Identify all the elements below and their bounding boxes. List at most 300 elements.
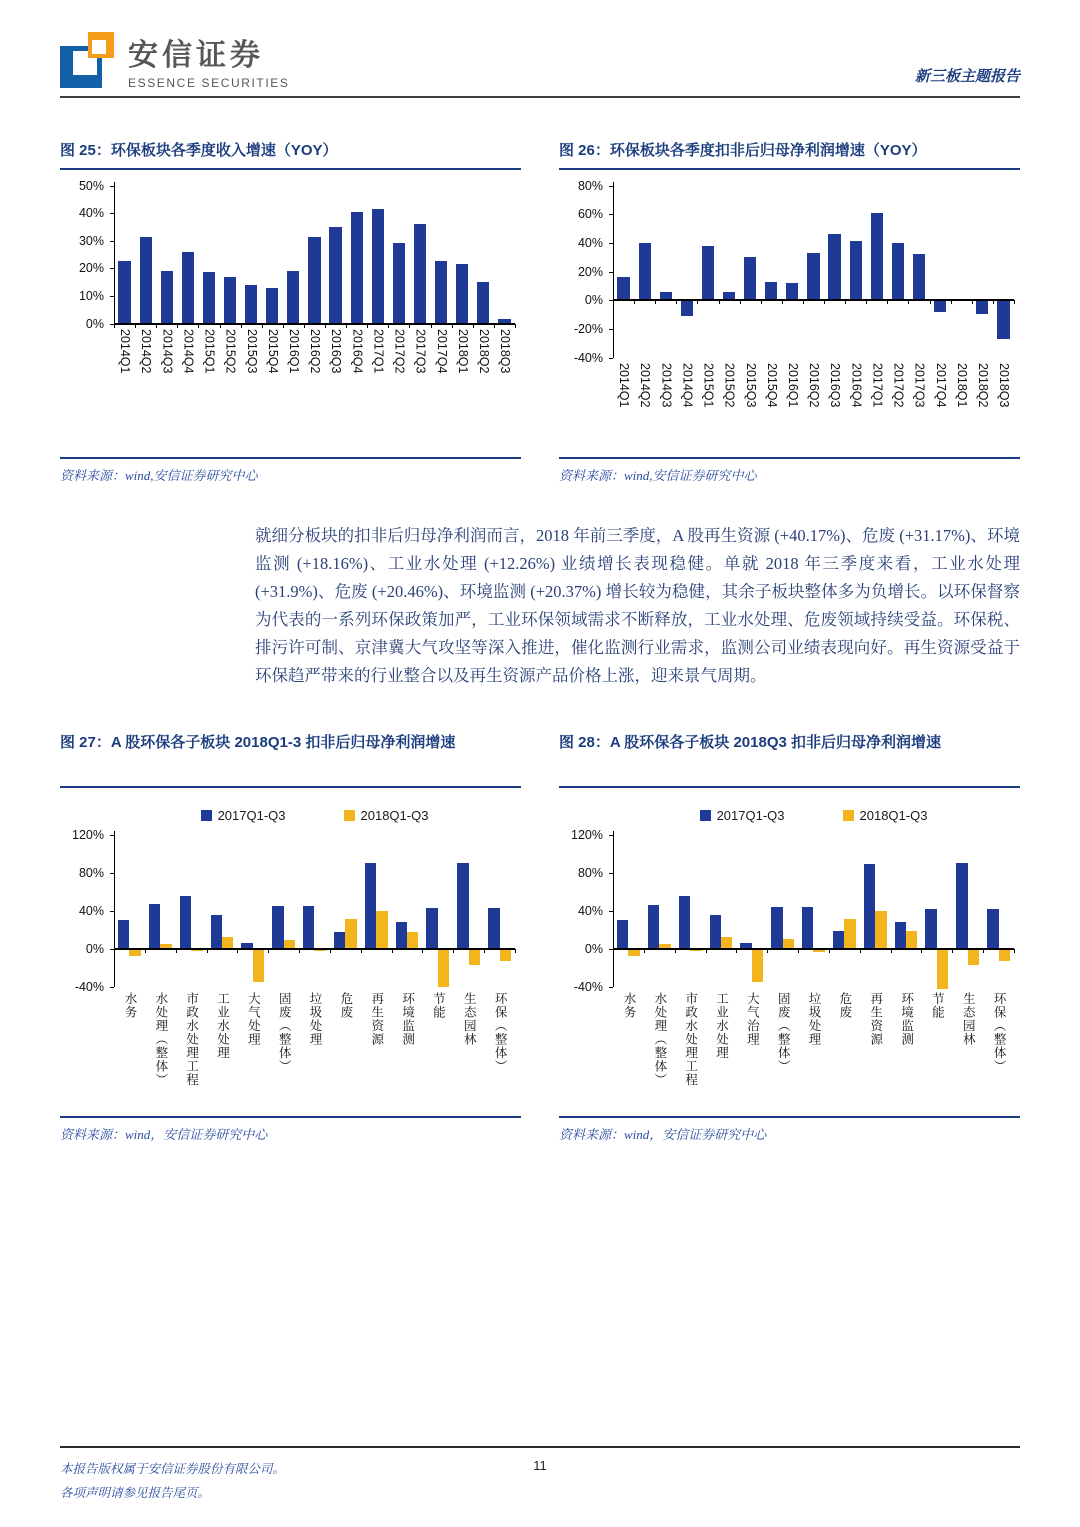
bar	[140, 237, 152, 324]
x-tick-label	[431, 329, 452, 421]
legend-swatch-icon	[344, 810, 355, 821]
x-tick-mark	[824, 300, 825, 304]
bar-group	[198, 186, 219, 324]
x-tick-label-text: 工业水处理	[714, 991, 729, 1060]
bar-group	[220, 186, 241, 324]
x-tick-mark	[145, 949, 146, 953]
bar-group	[237, 835, 268, 987]
x-tick-mark	[361, 949, 362, 953]
x-tick-label	[909, 363, 930, 455]
x-tick-label	[675, 992, 706, 1114]
bar	[426, 908, 437, 949]
bar-group	[207, 835, 238, 987]
figure-28-source: 资料来源：wind，安信证券研究中心	[559, 1116, 1020, 1143]
x-tick-mark	[1014, 949, 1015, 953]
y-tick-label: 120%	[571, 827, 603, 842]
bar	[345, 919, 356, 948]
x-tick-mark	[494, 324, 495, 328]
bar	[976, 300, 988, 314]
bar-group	[697, 186, 718, 358]
y-axis-labels	[62, 827, 114, 994]
x-tick-mark	[114, 949, 115, 953]
x-tick-mark	[866, 300, 867, 304]
y-tick-label: 120%	[72, 827, 104, 842]
x-tick-label-text: 节能	[431, 991, 446, 1019]
bar	[308, 237, 320, 324]
bar-group	[346, 186, 367, 324]
x-tick-label-text: 2015Q1	[701, 362, 716, 407]
plot-row	[62, 178, 515, 331]
x-tick-label	[761, 363, 782, 455]
x-tick-label-text: 2014Q1	[617, 362, 632, 407]
page-header	[60, 0, 1020, 98]
bar-groups	[613, 835, 1014, 987]
bar	[488, 908, 499, 949]
bar-group	[484, 835, 515, 987]
bar	[129, 949, 140, 957]
x-tick-label	[767, 992, 798, 1114]
bar-group	[473, 186, 494, 324]
figure-25-chart	[60, 170, 521, 423]
bar-group	[782, 186, 803, 358]
figure-row-2	[60, 732, 1020, 1143]
x-tick-label	[388, 329, 409, 421]
bar	[287, 271, 299, 323]
x-tick-mark	[908, 300, 909, 304]
bar	[987, 909, 998, 949]
y-tick-label: 80%	[78, 865, 104, 880]
bar	[752, 949, 763, 982]
x-tick-label	[494, 329, 515, 421]
bar	[149, 904, 160, 949]
x-tick-label-text: 环保（整体）	[992, 991, 1007, 1073]
x-tick-mark	[675, 949, 676, 953]
x-tick-mark	[613, 949, 614, 953]
x-tick-label	[330, 992, 361, 1114]
y-tick-label: 0%	[584, 293, 603, 308]
y-tick-mark	[609, 358, 613, 359]
bar-group	[706, 835, 737, 987]
x-tick-mark	[135, 324, 136, 328]
bar	[245, 285, 257, 324]
x-tick-label	[484, 992, 515, 1114]
x-tick-label-text: 2018Q1	[954, 362, 969, 407]
x-tick-mark	[367, 324, 368, 328]
x-tick-label	[114, 329, 135, 421]
y-tick-label: 60%	[577, 207, 603, 222]
x-tick-label-text: 水务	[122, 991, 137, 1019]
x-tick-mark	[409, 324, 410, 328]
bar-group	[268, 835, 299, 987]
bar-group	[675, 835, 706, 987]
bar	[771, 907, 782, 949]
y-tick-label: 80%	[577, 178, 603, 193]
x-tick-label	[452, 329, 473, 421]
chart-legend	[613, 804, 1014, 835]
x-tick-label-text: 2018Q3	[997, 362, 1012, 407]
x-tick-label-text: 2016Q2	[308, 328, 323, 373]
x-tick-label-text: 2016Q4	[350, 328, 365, 373]
bar-group	[887, 186, 908, 358]
x-tick-mark	[740, 300, 741, 304]
bar-group	[494, 186, 515, 324]
page-number: 11	[533, 1458, 547, 1473]
x-tick-mark	[392, 949, 393, 953]
page-content	[60, 0, 1020, 1143]
bar	[500, 949, 511, 961]
y-tick-label: -20%	[573, 321, 603, 336]
x-axis-labels	[613, 992, 1014, 1114]
plot-area	[114, 186, 515, 324]
bar-groups	[613, 186, 1014, 358]
x-tick-mark	[993, 300, 994, 304]
x-axis-line	[114, 948, 515, 950]
x-tick-label	[983, 992, 1014, 1114]
bar	[266, 288, 278, 324]
x-tick-mark	[346, 324, 347, 328]
figure-27-chart	[60, 788, 521, 1116]
x-tick-label	[114, 992, 145, 1114]
figure-28	[559, 732, 1020, 1143]
bar-group	[983, 835, 1014, 987]
bar-group	[798, 835, 829, 987]
x-tick-label-text: 2014Q1	[118, 328, 133, 373]
x-tick-label	[325, 329, 346, 421]
bar	[934, 300, 946, 311]
bar	[253, 949, 264, 982]
x-tick-label	[177, 329, 198, 421]
y-tick-label: 40%	[78, 903, 104, 918]
x-tick-label	[198, 329, 219, 421]
bar-group	[135, 186, 156, 324]
bar	[456, 264, 468, 323]
bar	[365, 863, 376, 949]
x-tick-mark	[453, 949, 454, 953]
bar	[833, 931, 844, 949]
x-tick-label-text: 2015Q3	[743, 362, 758, 407]
bar-group	[930, 186, 951, 358]
x-tick-label-text: 水务	[621, 991, 636, 1019]
figure-27-source: 资料来源：wind，安信证券研究中心	[60, 1116, 521, 1143]
x-tick-mark	[299, 949, 300, 953]
x-tick-mark	[484, 949, 485, 953]
x-tick-label	[921, 992, 952, 1114]
report-type-label: 新三板主题报告	[914, 69, 1020, 85]
x-tick-mark	[634, 300, 635, 304]
legend-swatch-icon	[700, 810, 711, 821]
x-tick-label	[697, 363, 718, 455]
chart-legend	[114, 804, 515, 835]
x-tick-label	[241, 329, 262, 421]
bar-group	[299, 835, 330, 987]
bar	[414, 224, 426, 323]
x-tick-label-text: 2018Q3	[498, 328, 513, 373]
bar-group	[145, 835, 176, 987]
x-axis-labels	[114, 329, 515, 421]
bar-group	[325, 186, 346, 324]
x-tick-mark	[829, 949, 830, 953]
x-tick-label	[304, 329, 325, 421]
x-tick-label	[262, 329, 283, 421]
x-tick-mark	[177, 324, 178, 328]
brand-text	[128, 30, 290, 90]
x-tick-label-text: 再生资源	[868, 991, 883, 1046]
bar	[161, 271, 173, 323]
bar	[435, 261, 447, 323]
x-tick-label-text: 2017Q3	[413, 328, 428, 373]
x-tick-label-text: 2017Q4	[434, 328, 449, 373]
bar-group	[330, 835, 361, 987]
bar-group	[262, 186, 283, 324]
legend-item	[700, 808, 785, 823]
bar-group	[114, 835, 145, 987]
bar-group	[951, 186, 972, 358]
y-tick-label: -40%	[74, 979, 104, 994]
x-tick-mark	[473, 324, 474, 328]
x-tick-label-text: 2015Q2	[223, 328, 238, 373]
bar	[407, 932, 418, 949]
x-tick-label	[237, 992, 268, 1114]
x-tick-mark	[330, 949, 331, 953]
x-tick-label-text: 再生资源	[369, 991, 384, 1046]
logo-orange-square	[88, 32, 114, 58]
y-tick-label: -40%	[573, 350, 603, 365]
y-tick-label: 40%	[577, 235, 603, 250]
x-tick-label-text: 2014Q4	[680, 362, 695, 407]
x-tick-label	[803, 363, 824, 455]
y-tick-label: -40%	[573, 979, 603, 994]
bar	[906, 931, 917, 949]
y-tick-mark	[609, 987, 613, 988]
x-tick-label-text: 2016Q1	[286, 328, 301, 373]
bar-group	[177, 186, 198, 324]
x-tick-label-text: 2015Q4	[764, 362, 779, 407]
bar-group	[767, 835, 798, 987]
bar-group	[388, 186, 409, 324]
bar-group	[431, 186, 452, 324]
x-tick-label-text: 2014Q3	[659, 362, 674, 407]
plot-row	[561, 827, 1014, 994]
x-tick-label-text: 2016Q4	[849, 362, 864, 407]
x-tick-label	[845, 363, 866, 455]
x-tick-label-text: 2017Q2	[891, 362, 906, 407]
x-tick-label-text: 2014Q4	[181, 328, 196, 373]
x-tick-label-text: 大气处理	[246, 991, 261, 1046]
bar	[710, 915, 721, 949]
y-tick-label: 20%	[78, 261, 104, 276]
bar	[477, 282, 489, 323]
x-tick-label	[887, 363, 908, 455]
x-tick-mark	[676, 300, 677, 304]
bar-group	[845, 186, 866, 358]
x-tick-mark	[972, 300, 973, 304]
x-tick-label-text: 2016Q3	[329, 328, 344, 373]
plot-area	[114, 835, 515, 987]
x-tick-label-text: 水处理（整体）	[652, 991, 667, 1087]
bar	[895, 922, 906, 949]
x-tick-mark	[930, 300, 931, 304]
bar-group	[453, 835, 484, 987]
x-tick-mark	[798, 949, 799, 953]
x-tick-label-text: 2018Q1	[455, 328, 470, 373]
x-tick-label-text: 水处理（整体）	[153, 991, 168, 1087]
bar	[303, 906, 314, 949]
x-tick-label	[283, 329, 304, 421]
bar-group	[392, 835, 423, 987]
bar-group	[409, 186, 430, 324]
x-tick-label-text: 2018Q2	[975, 362, 990, 407]
x-tick-mark	[891, 949, 892, 953]
x-tick-mark	[983, 949, 984, 953]
x-tick-label-text: 市政水处理工程	[184, 991, 199, 1087]
x-tick-label	[392, 992, 423, 1114]
x-tick-label	[866, 363, 887, 455]
bar-group	[676, 186, 697, 358]
figure-25-title: 图 25：环保板块各季度收入增速（YOY）	[60, 140, 521, 170]
bar-group	[740, 186, 761, 358]
x-tick-label-text: 固废（整体）	[277, 991, 292, 1073]
bar	[864, 864, 875, 949]
page-footer	[60, 1446, 1020, 1506]
bar	[118, 261, 130, 323]
x-tick-label	[782, 363, 803, 455]
bar	[329, 227, 341, 324]
x-tick-mark	[207, 949, 208, 953]
x-tick-label	[367, 329, 388, 421]
x-tick-mark	[388, 324, 389, 328]
bar	[925, 909, 936, 949]
x-tick-label	[740, 363, 761, 455]
bar	[639, 243, 651, 300]
bar	[997, 300, 1009, 339]
bar-group	[829, 835, 860, 987]
logo-orange-notch	[92, 40, 106, 54]
bar	[118, 920, 129, 949]
figure-25-source: 资料来源：wind,安信证券研究中心	[60, 457, 521, 484]
y-tick-label: 40%	[78, 206, 104, 221]
x-tick-mark	[803, 300, 804, 304]
bar-group	[860, 835, 891, 987]
bar	[702, 246, 714, 300]
bar	[850, 241, 862, 300]
bar	[765, 282, 777, 301]
bar-group	[908, 186, 929, 358]
legend-label: 2018Q1-Q3	[360, 807, 429, 823]
x-tick-mark	[761, 300, 762, 304]
bar-group	[422, 835, 453, 987]
x-tick-mark	[422, 949, 423, 953]
x-tick-label-text: 生态园林	[961, 991, 976, 1046]
figure-27	[60, 732, 521, 1143]
x-tick-label	[299, 992, 330, 1114]
x-tick-mark	[887, 300, 888, 304]
x-tick-label	[951, 363, 972, 455]
x-tick-label	[736, 992, 767, 1114]
x-tick-mark	[198, 324, 199, 328]
bar	[871, 213, 883, 300]
bar	[892, 243, 904, 300]
x-tick-label-text: 节能	[930, 991, 945, 1019]
x-tick-label-text: 危废	[338, 991, 353, 1019]
bar	[203, 272, 215, 323]
bar	[937, 949, 948, 989]
x-tick-label	[891, 992, 922, 1114]
x-tick-mark	[655, 300, 656, 304]
x-tick-label	[361, 992, 392, 1114]
bar-group	[361, 835, 392, 987]
x-tick-label	[798, 992, 829, 1114]
x-tick-label	[824, 363, 845, 455]
essence-securities-logo-icon	[60, 32, 114, 88]
x-tick-label-text: 垃圾处理	[807, 991, 822, 1046]
bar-group	[644, 835, 675, 987]
x-tick-label	[829, 992, 860, 1114]
figure-row-1	[60, 140, 1020, 484]
x-tick-mark	[782, 300, 783, 304]
x-tick-mark	[921, 949, 922, 953]
bar-group	[921, 835, 952, 987]
y-tick-label: 10%	[78, 288, 104, 303]
x-tick-label-text: 垃圾处理	[308, 991, 323, 1046]
x-tick-label-text: 2017Q1	[870, 362, 885, 407]
bar	[648, 905, 659, 949]
bar	[351, 212, 363, 324]
bar-group	[824, 186, 845, 358]
figure-28-title: 图 28：A 股环保各子板块 2018Q3 扣非后归母净利润增速	[559, 732, 1020, 788]
x-tick-mark	[845, 300, 846, 304]
figure-27-title: 图 27：A 股环保各子板块 2018Q1-3 扣非后归母净利润增速	[60, 732, 521, 788]
x-tick-mark	[515, 949, 516, 953]
x-axis-labels	[114, 992, 515, 1114]
x-tick-label	[655, 363, 676, 455]
x-tick-label-text: 2017Q2	[392, 328, 407, 373]
x-tick-label	[613, 363, 634, 455]
figure-26	[559, 140, 1020, 484]
bar	[376, 911, 387, 949]
bar	[469, 949, 480, 965]
bar	[744, 257, 756, 300]
legend-label: 2017Q1-Q3	[716, 807, 785, 823]
y-axis-labels	[62, 178, 114, 331]
bar	[913, 254, 925, 300]
x-tick-mark	[706, 949, 707, 953]
x-tick-label	[613, 992, 644, 1114]
x-tick-label-text: 2016Q1	[785, 362, 800, 407]
legend-swatch-icon	[201, 810, 212, 821]
x-tick-mark	[268, 949, 269, 953]
y-tick-label: 30%	[78, 233, 104, 248]
x-tick-label	[410, 329, 431, 421]
bar	[681, 300, 693, 316]
y-tick-label: 0%	[85, 316, 104, 331]
figure-26-source: 资料来源：wind,安信证券研究中心	[559, 457, 1020, 484]
bar	[393, 243, 405, 323]
bar	[968, 949, 979, 965]
x-tick-mark	[860, 949, 861, 953]
x-tick-mark	[431, 324, 432, 328]
bar-groups	[114, 835, 515, 987]
brand-name-en: ESSENCE SECURITIES	[128, 76, 290, 90]
x-tick-mark	[241, 324, 242, 328]
x-axis-labels	[613, 363, 1014, 455]
x-tick-label-text: 2014Q2	[638, 362, 653, 407]
x-tick-label-text: 2015Q4	[265, 328, 280, 373]
bar	[628, 949, 639, 957]
x-tick-label-text: 2018Q2	[476, 328, 491, 373]
y-axis-labels	[561, 827, 613, 994]
bar	[372, 209, 384, 324]
y-tick-label: 0%	[584, 941, 603, 956]
